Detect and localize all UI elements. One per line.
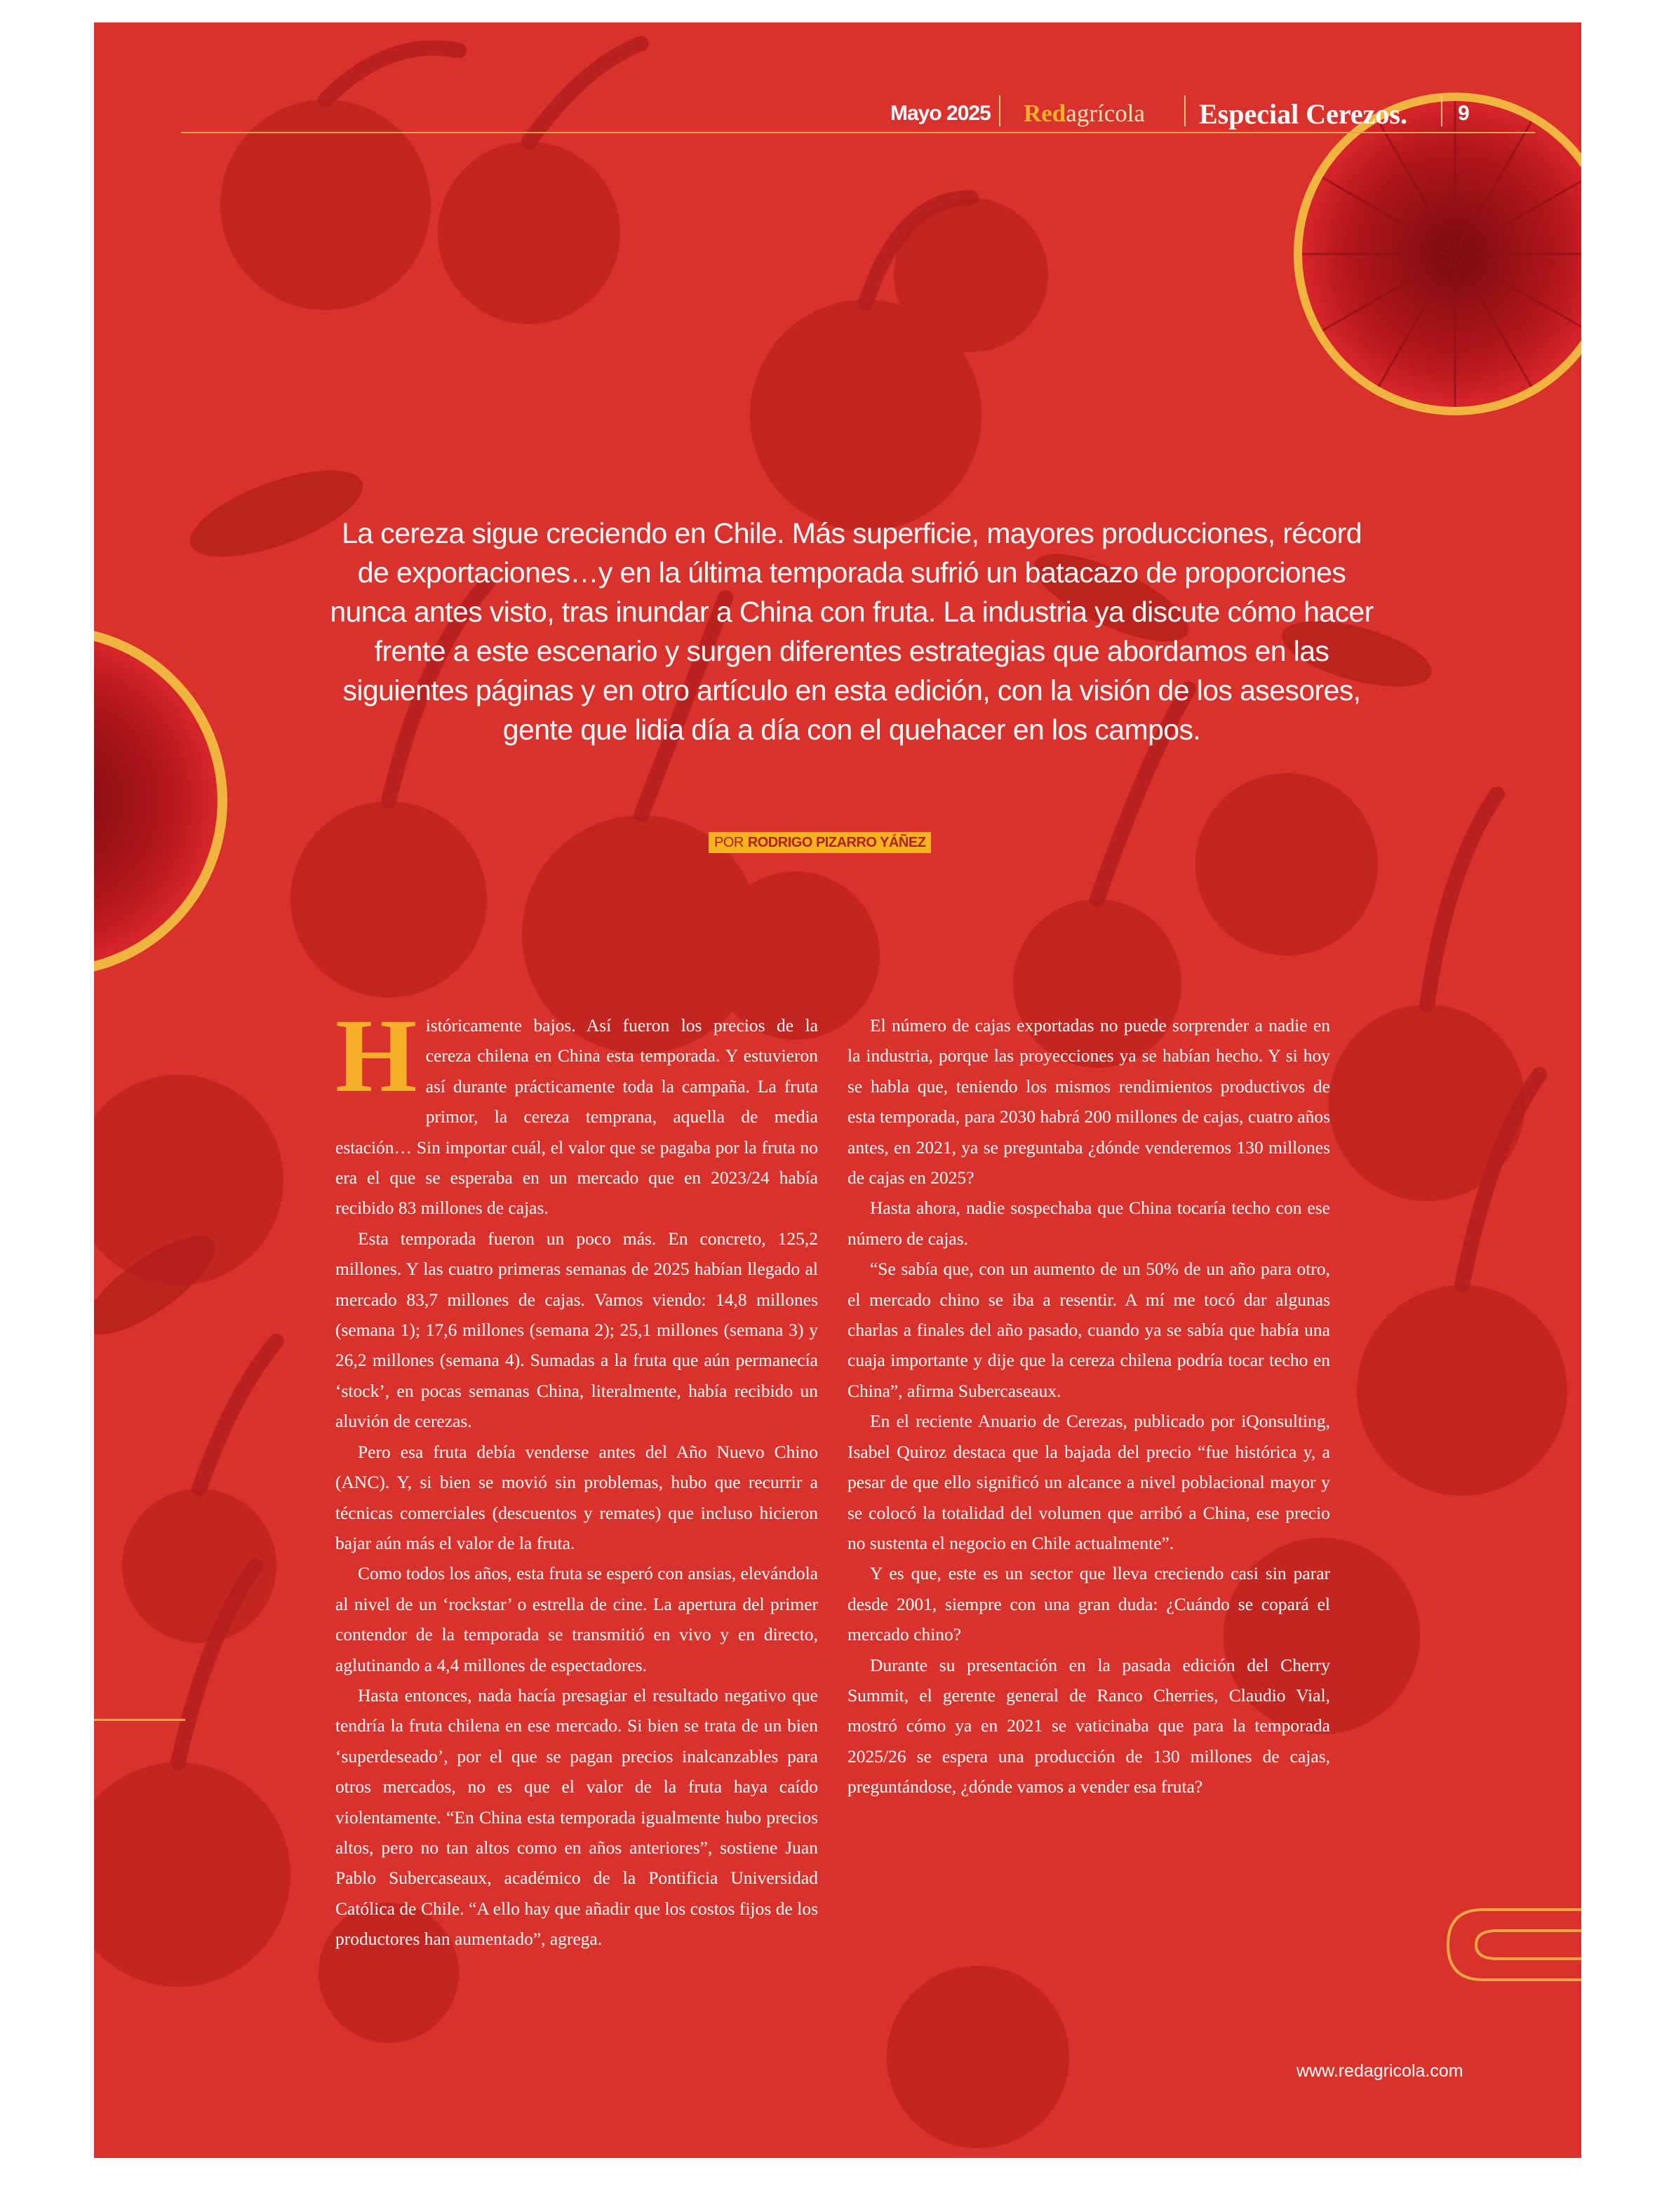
page-number: 9 (1458, 102, 1470, 125)
header-separator (1184, 95, 1186, 126)
brand-logo-agricola: agrícola (1066, 100, 1145, 127)
cherry-background-illustration (94, 22, 1581, 2158)
byline (709, 832, 931, 853)
article-paragraph: En el reciente Anuario de Cerezas, publicado por iQonsulting, Isabel Quiroz destaca que la bajada del precio “fue histórica y, a pesar de que ello significó un alcance a nivel poblacional mayor y se colocó la totalidad del volumen que arribó a China, ese precio no sustenta el negocio en Chile actualmente”. (847, 1411, 1330, 1553)
article-paragraph: Y es que, este es un sector que lleva creciendo casi sin parar desde 2001, siempre con una gran duda: ¿Cuándo se copará el mercado chino? (847, 1563, 1330, 1645)
magazine-page (94, 22, 1581, 2158)
article-paragraph: Hasta entonces, nada hacía presagiar el resultado negativo que tendría la fruta chilena en ese mercado. Si bien se trata de un bien ‘superdeseado’, por el que se pagan precios inalcanzables para otros mercados, no es que el valor de la fruta haya caído violentamente. “En China esta temporada igualmente hubo precios altos, pero no tan altos como en años anteriores”, sostiene Juan Pablo Subercaseaux, académico de la Pontificia Universidad Católica de Chile. “A ello hay que añadir que los costos fijos de los productores han aumentado”, agrega. (335, 1684, 818, 1950)
article-paragraph: El número de cajas exportadas no puede sorprender a nadie en la industria, porque las proyecciones ya se habían hecho. Y si hoy se habla que, teniendo los mismos rendimientos productivos de esta temporada, para 2030 habrá 200 millones de cajas, cuatro años antes, en 2021, ya se preguntaba ¿dónde venderemos 130 millones de cajas en 2025? (847, 1015, 1330, 1188)
article-paragraph: Durante su presentación en la pasada edición del Cherry Summit, el gerente general de Ranco Cherries, Claudio Vial, mostró cómo ya en 2021 se vaticinaba que para la temporada 2025/26 se espera una producción de 130 millones de cajas, preguntándose, ¿dónde vamos a vender esa fruta? (847, 1654, 1330, 1797)
brand-logo (1024, 93, 1145, 135)
article-paragraph: Como todos los años, esta fruta se esperó con ansias, elevándola al nivel de un ‘rockstar’ o estrella de cine. La apertura del primer contendor de la temporada se transmitió en vivo y en directo, aglutinando a 4,4 millones de espectadores. (335, 1563, 818, 1675)
section-title: Especial Cerezos. (1199, 98, 1407, 130)
article-column-right (847, 1010, 1330, 1802)
article-column-left (335, 998, 818, 1955)
brand-logo-red: Red (1024, 100, 1066, 127)
drop-cap: H (335, 998, 417, 1114)
header-separator (999, 95, 1000, 126)
gold-divider-line (94, 1719, 185, 1721)
issue-date: Mayo 2025 (890, 102, 991, 125)
paper-fan-decoration (1294, 93, 1581, 415)
article-paragraph: istóricamente bajos. Así fueron los precios de la cereza chilena en China esta temporada. Y estuvieron así durante prácticamente toda la campaña. La fruta primor, la cereza temprana, aquella de media estación… Sin importar cuál, el valor que se pagaba por la fruta no era el que se esperaba en un mercado que en 2023/24 había recibido 83 millones de cajas. (335, 1015, 818, 1219)
article-paragraph: Pero esa fruta debía venderse antes del Año Nuevo Chino (ANC). Y, si bien se movió sin problemas, hubo que recurrir a técnicas comerciales (descuentos y remates) que incluso hicieron bajar aún más el valor de la fruta. (335, 1441, 818, 1553)
article-paragraph: Esta temporada fueron un poco más. En concreto, 125,2 millones. Y las cuatro primeras semanas de 2025 habían llegado al mercado 83,7 millones de cajas. Vamos viendo: 14,8 millones (semana 1); 17,6 millones (semana 2); 25,1 millones (semana 3) y 26,2 millones (semana 4). Sumadas a la fruta que aún permanecía ‘stock’, en pocas semanas China, literalmente, había recibido un aluvión de cerezas. (335, 1228, 818, 1432)
article-paragraph: “Se sabía que, con un aumento de un 50% de un año para otro, el mercado chino se iba a resentir. A mí me tocó dar algunas charlas a finales del año pasado, cuando ya se sabía que había una cuaja importante y dije que la cereza chilena podría tocar techo en China”, afirma Subercaseaux. (847, 1259, 1330, 1401)
paper-fan-left-decoration (94, 626, 227, 977)
byline-prefix: POR (714, 835, 744, 850)
header-separator (1441, 95, 1442, 126)
article-lead: La cereza sigue creciendo en Chile. Más superficie, mayores producciones, récord de exportaciones…y en la última temporada sufrió un batacazo de proporciones nunca antes visto, tras inundar a China con fruta. La industria ya discute cómo hacer frente a este escenario y surgen diferentes estrategias que abordamos en las siguientes páginas y en otro artículo en esta edición, con la visión de los asesores, gente que lidia día a día con el quehacer en los campos. (330, 517, 1374, 746)
footer-url[interactable]: www.redagricola.com (1296, 2061, 1463, 2081)
byline-author: RODRIGO PIZARRO YÁÑEZ (747, 835, 926, 850)
article-paragraph: Hasta ahora, nadie sospechaba que China tocaría techo con ese número de cajas. (847, 1198, 1330, 1249)
